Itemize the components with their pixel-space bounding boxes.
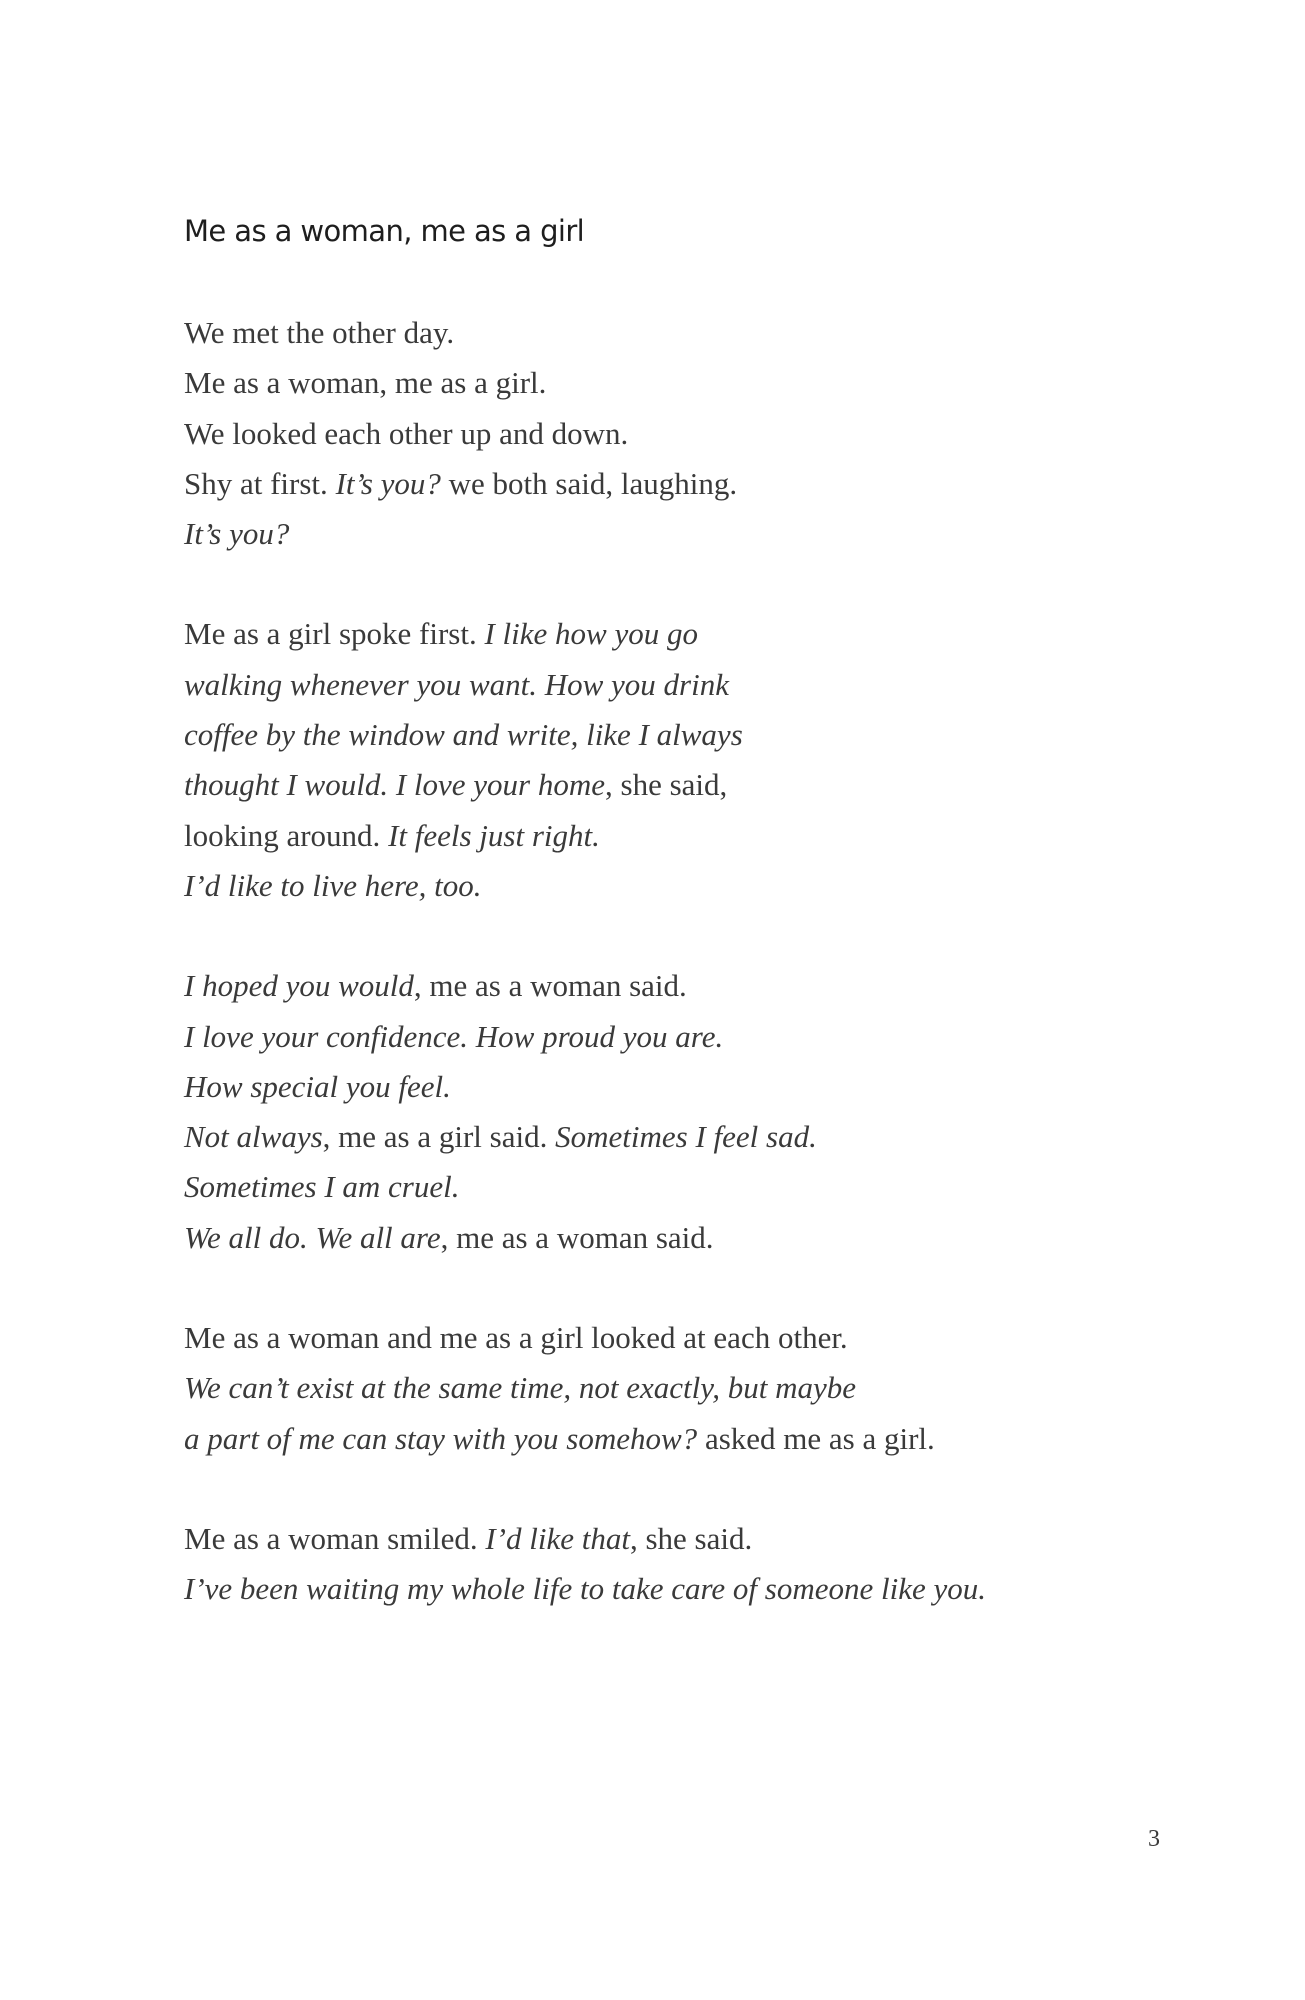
italic-segment: Sometimes I feel sad. — [555, 1119, 817, 1155]
poem-line — [184, 760, 1184, 810]
italic-segment: I’ve been waiting my whole life to take care of someone like you. — [184, 1571, 987, 1607]
italic-segment: I like how you go — [484, 616, 698, 652]
text-segment: , me as a woman said. — [440, 1219, 714, 1255]
italic-segment: It feels just right. — [388, 817, 600, 853]
poem-line — [184, 1414, 1184, 1464]
text-segment: looking around. — [184, 817, 389, 853]
italic-segment: walking whenever you want. How you drink — [184, 666, 729, 702]
italic-segment: Sometimes I am cruel. — [184, 1169, 460, 1205]
poem-line — [184, 1213, 1184, 1263]
italic-segment: It’s you? — [335, 465, 441, 501]
poem-line — [184, 509, 1184, 559]
italic-segment: I love your confidence. How proud you are. — [184, 1018, 724, 1054]
poem-line — [184, 961, 1184, 1011]
poem-line — [184, 1514, 1184, 1564]
poem-stanza — [184, 308, 1184, 559]
italic-segment: I hoped you would — [184, 968, 414, 1004]
text-segment: Me as a girl spoke first. — [184, 616, 485, 652]
text-segment: , me as a woman said. — [413, 968, 687, 1004]
italic-segment: thought I would. I love your home — [184, 767, 606, 803]
poem-line — [184, 609, 1184, 659]
poem-body — [184, 308, 1184, 1665]
poem-line — [184, 811, 1184, 861]
text-segment: we both said, laughing. — [440, 465, 738, 501]
text-segment: We looked each other up and down. — [184, 415, 629, 451]
poem-line — [184, 861, 1184, 911]
text-segment: , she said. — [629, 1520, 753, 1556]
italic-segment: We can’t exist at the same time, not exactly, but maybe — [184, 1370, 857, 1406]
text-segment: Me as a woman, me as a girl. — [184, 365, 547, 401]
poem-line — [184, 308, 1184, 358]
poem-line — [184, 409, 1184, 459]
italic-segment: a part of me can stay with you somehow? — [184, 1420, 698, 1456]
text-segment: , me as a girl said. — [322, 1119, 556, 1155]
poem-line — [184, 358, 1184, 408]
page-number: 3 — [1148, 1826, 1160, 1852]
poem-title: Me as a woman, me as a girl — [184, 214, 585, 248]
poem-line — [184, 459, 1184, 509]
poem-line — [184, 710, 1184, 760]
poem-line — [184, 1062, 1184, 1112]
poem-line — [184, 1112, 1184, 1162]
poem-line — [184, 1363, 1184, 1413]
italic-segment: coffee by the window and write, like I always — [184, 717, 743, 753]
poem-line — [184, 1162, 1184, 1212]
italic-segment: We all do. We all are — [184, 1219, 441, 1255]
poem-stanza — [184, 961, 1184, 1263]
poem-stanza — [184, 1514, 1184, 1615]
italic-segment: I’d like that — [485, 1520, 630, 1556]
italic-segment: I’d like to live here, too. — [184, 867, 482, 903]
italic-segment: How special you feel. — [184, 1068, 451, 1104]
text-segment: asked me as a girl. — [697, 1420, 935, 1456]
poem-stanza — [184, 1313, 1184, 1464]
poem-line — [184, 660, 1184, 710]
text-segment: Shy at first. — [184, 465, 336, 501]
text-segment: Me as a woman smiled. — [184, 1520, 486, 1556]
text-segment: Me as a woman and me as a girl looked at each other. — [184, 1320, 848, 1356]
italic-segment: It’s you? — [184, 516, 290, 552]
poem-line — [184, 1012, 1184, 1062]
text-segment: We met the other day. — [184, 315, 455, 350]
text-segment: , she said, — [605, 767, 728, 803]
poem-line — [184, 1313, 1184, 1363]
poem-stanza — [184, 609, 1184, 911]
italic-segment: Not always — [184, 1119, 323, 1155]
poem-line — [184, 1564, 1184, 1614]
